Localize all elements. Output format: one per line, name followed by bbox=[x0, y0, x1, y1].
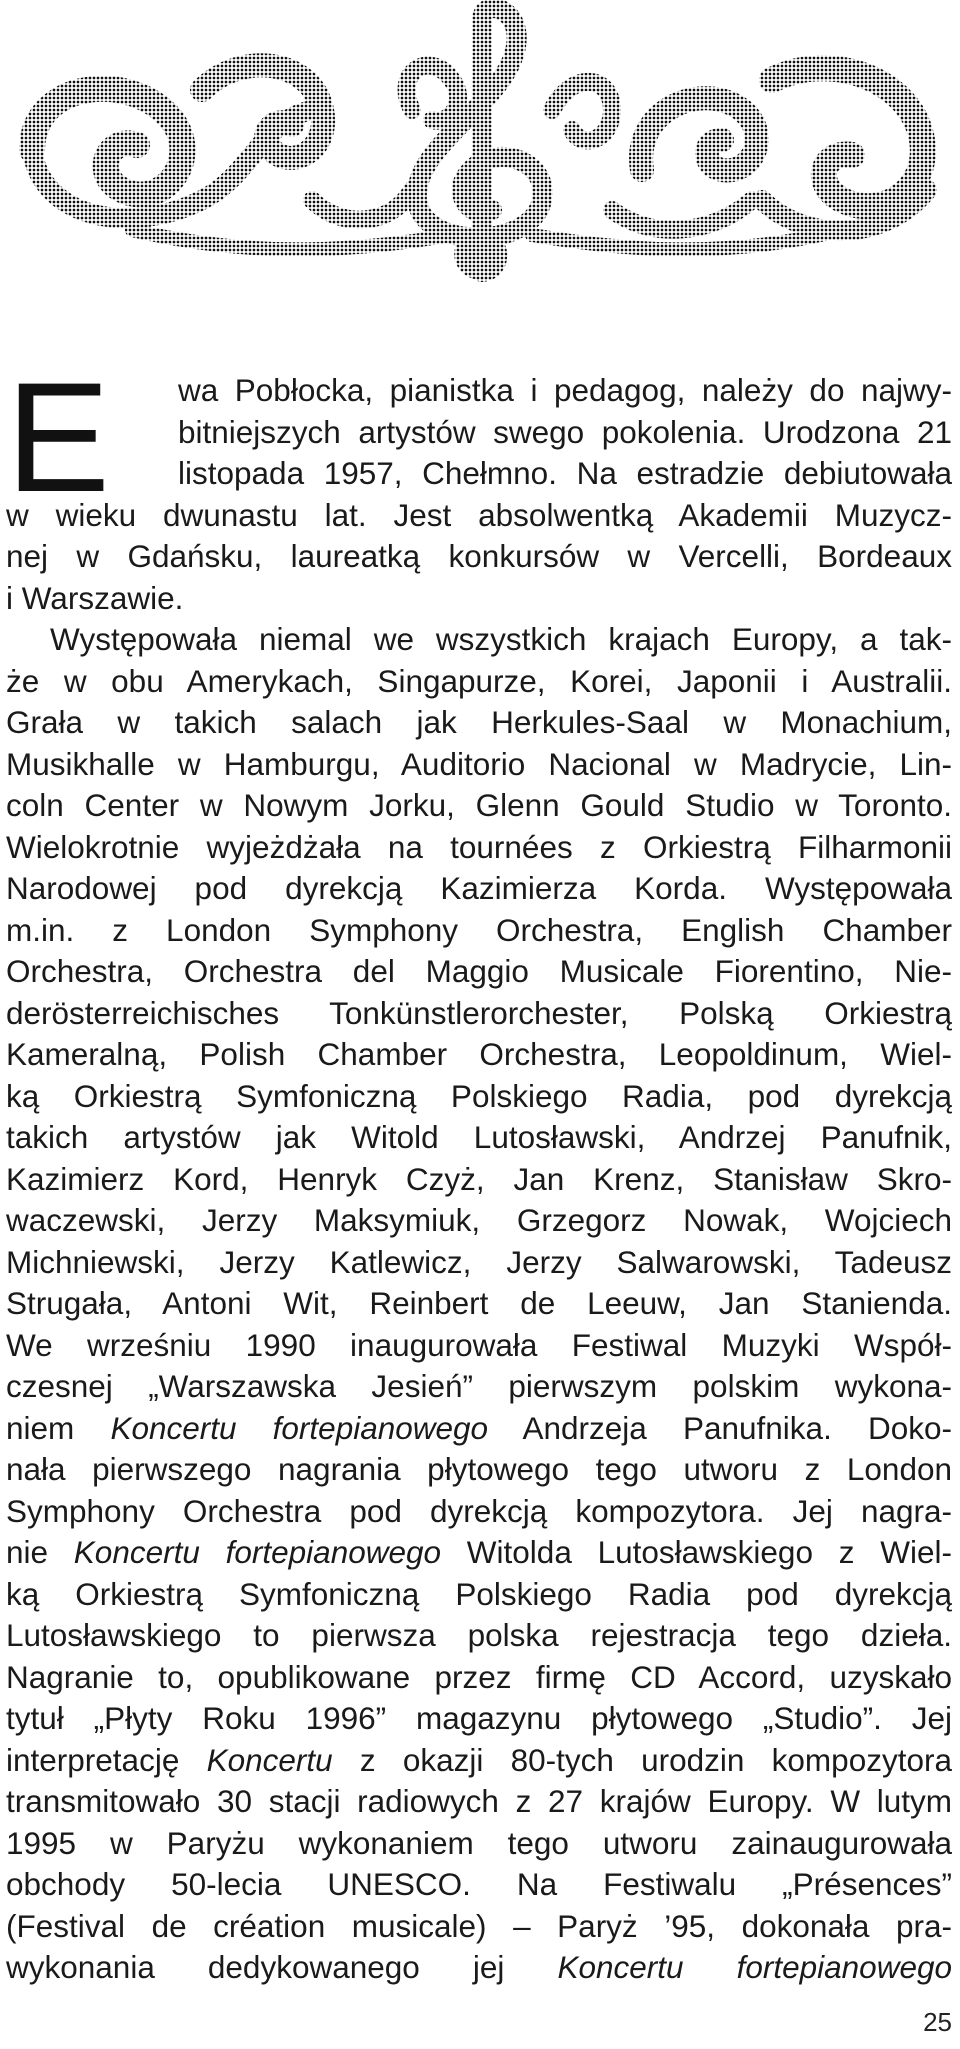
text-segment: nej w Gdańsku, laureatką konkursów w Vercelli, Bordeaux bbox=[6, 538, 952, 574]
text-segment: derösterreichisches Tonkünstlerorchester, Polską Orkiestrą bbox=[6, 994, 952, 1031]
text-segment: transmitowało 30 stacji radiowych z 27 krajów Europy. W lutym bbox=[6, 1783, 952, 1819]
italic-title: Koncertu fortepianowego bbox=[557, 1949, 952, 1985]
text-line bbox=[6, 536, 952, 578]
text-segment: Nagranie to, opublikowane przez firmę CD Accord, uzyskało bbox=[6, 1658, 952, 1695]
text-line bbox=[6, 993, 952, 1035]
text-line bbox=[6, 951, 952, 993]
drop-cap: E bbox=[6, 351, 109, 525]
text-segment: wykonania dedykowanego jej bbox=[6, 1949, 558, 1985]
text-line bbox=[6, 578, 952, 620]
text-segment: Musikhalle w Hamburgu, Auditorio Nacional w Madrycie, Lin- bbox=[6, 745, 952, 782]
text-segment: listopada 1957, Chełmno. Na estradzie debiutowała bbox=[178, 455, 952, 491]
text-line bbox=[6, 702, 952, 744]
text-segment: interpretację bbox=[6, 1741, 207, 1778]
text-line bbox=[6, 1574, 952, 1616]
page-number: 25 bbox=[923, 2007, 952, 2037]
text-segment: takich artystów jak Witold Lutosławski, Andrzej Panufnik, bbox=[6, 1119, 952, 1155]
text-segment: Wielokrotnie wyjeżdżała na tournées z Orkiestrą Filharmonii bbox=[6, 828, 952, 865]
text-segment: coln Center w Nowym Jorku, Glenn Gould Studio w Toronto. bbox=[6, 787, 952, 823]
text-line bbox=[6, 1449, 952, 1491]
text-segment: (Festival de création musicale) – Paryż ’95, dokonała pra- bbox=[6, 1907, 952, 1944]
text-line bbox=[6, 1076, 952, 1118]
text-line bbox=[6, 1823, 952, 1865]
italic-title: Koncertu fortepianowego bbox=[73, 1534, 442, 1570]
text-segment: Michniewski, Jerzy Katlewicz, Jerzy Salwarowski, Tadeusz bbox=[6, 1243, 952, 1280]
text-line bbox=[6, 744, 952, 786]
article-body bbox=[6, 351, 952, 1989]
text-line bbox=[6, 1242, 952, 1284]
text-line bbox=[6, 785, 952, 827]
text-line bbox=[6, 370, 952, 412]
text-segment: wa Pobłocka, pianistka i pedagog, należy do najwy- bbox=[178, 372, 952, 408]
text-segment: Grała w takich salach jak Herkules-Saal w Monachium, bbox=[6, 704, 952, 740]
text-line bbox=[6, 1117, 952, 1159]
text-line bbox=[6, 1864, 952, 1906]
text-segment: Symphony Orchestra pod dyrekcją kompozytora. Jej nagra- bbox=[6, 1492, 952, 1529]
text-segment: m.in. z London Symphony Orchestra, English Chamber bbox=[6, 911, 952, 948]
text-segment: ką Orkiestrą Symfoniczną Polskiego Radia, pod dyrekcją bbox=[6, 1077, 952, 1114]
text-segment: niem bbox=[6, 1409, 111, 1446]
text-segment: bitniejszych artystów swego pokolenia. Urodzona 21 bbox=[178, 413, 952, 450]
text-segment: Występowała niemal we wszystkich krajach Europy, a tak- bbox=[50, 621, 952, 657]
text-line bbox=[6, 868, 952, 910]
text-segment: waczewski, Jerzy Maksymiuk, Grzegorz Nowak, Wojciech bbox=[6, 1202, 952, 1238]
text-line bbox=[6, 453, 952, 495]
text-line bbox=[6, 1740, 952, 1782]
text-segment: nie bbox=[6, 1534, 74, 1570]
text-segment: 1995 w Paryżu wykonaniem tego utworu zainaugurowała bbox=[6, 1824, 952, 1861]
text-line bbox=[6, 1615, 952, 1657]
text-segment: Orchestra, Orchestra del Maggio Musicale Fiorentino, Nie- bbox=[6, 953, 952, 989]
text-line bbox=[6, 1325, 952, 1367]
text-line bbox=[6, 661, 952, 703]
italic-title: Koncertu fortepianowego bbox=[110, 1409, 489, 1446]
text-line bbox=[6, 1532, 952, 1574]
text-segment: Kazimierz Kord, Henryk Czyż, Jan Krenz, Stanisław Skro- bbox=[6, 1160, 952, 1197]
text-segment: obchody 50-lecia UNESCO. Na Festiwalu „Présences” bbox=[6, 1866, 952, 1902]
text-line bbox=[6, 495, 952, 537]
text-segment: z okazji 80-tych urodzin kompozytora bbox=[332, 1741, 952, 1778]
text-line bbox=[6, 1408, 952, 1450]
text-line bbox=[6, 1034, 952, 1076]
text-segment: Kameralną, Polish Chamber Orchestra, Leopoldinum, Wiel- bbox=[6, 1036, 952, 1072]
text-line bbox=[6, 827, 952, 869]
text-segment: że w obu Amerykach, Singapurze, Korei, Japonii i Australii. bbox=[6, 662, 952, 699]
text-segment: Andrzeja Panufnika. Doko- bbox=[488, 1409, 952, 1446]
text-segment: Narodowej pod dyrekcją Kazimierza Korda. Występowała bbox=[6, 870, 952, 906]
text-line bbox=[6, 1781, 952, 1823]
text-segment: Lutosławskiego to pierwsza polska rejestracja tego dzieła. bbox=[6, 1617, 952, 1653]
text-line bbox=[6, 1366, 952, 1408]
text-line bbox=[6, 1491, 952, 1533]
text-line bbox=[6, 619, 952, 661]
text-line bbox=[6, 1159, 952, 1201]
text-segment: czesnej „Warszawska Jesień” pierwszym polskim wykona- bbox=[6, 1368, 952, 1404]
italic-title: Koncertu bbox=[206, 1741, 333, 1778]
text-segment: We wrześniu 1990 inaugurowała Festiwal Muzyki Współ- bbox=[6, 1326, 952, 1363]
text-segment: Strugała, Antoni Wit, Reinbert de Leeuw, Jan Stanienda. bbox=[6, 1285, 952, 1321]
text-segment: Witolda Lutosławskiego z Wiel- bbox=[441, 1534, 952, 1570]
text-segment: ką Orkiestrą Symfoniczną Polskiego Radia pod dyrekcją bbox=[6, 1575, 952, 1612]
treble-clef-scroll-ornament-icon bbox=[12, 0, 942, 300]
text-segment: w wieku dwunastu lat. Jest absolwentką Akademii Muzycz- bbox=[6, 496, 952, 533]
text-line bbox=[6, 1200, 952, 1242]
text-line bbox=[6, 412, 952, 454]
text-segment: nała pierwszego nagrania płytowego tego utworu z London bbox=[6, 1451, 952, 1487]
text-segment: tytuł „Płyty Roku 1996” magazynu płytowego „Studio”. Jej bbox=[6, 1700, 952, 1736]
article-lines bbox=[6, 351, 952, 1989]
text-line bbox=[6, 1947, 952, 1989]
text-line bbox=[6, 910, 952, 952]
text-line bbox=[6, 1698, 952, 1740]
text-segment: i Warszawie. bbox=[6, 579, 184, 616]
text-line bbox=[6, 1906, 952, 1948]
text-line bbox=[6, 1283, 952, 1325]
text-line bbox=[6, 1657, 952, 1699]
